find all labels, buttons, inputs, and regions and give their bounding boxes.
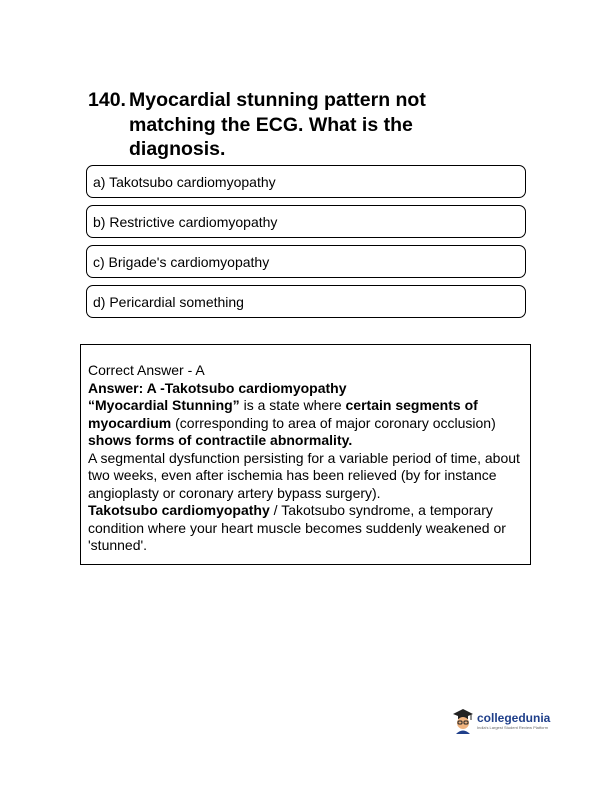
graduate-icon bbox=[452, 708, 474, 734]
option-c[interactable]: c) Brigade's cardiomyopathy bbox=[86, 245, 526, 278]
stunning-term: “Myocardial Stunning” bbox=[88, 397, 240, 413]
stunning-definition bbox=[88, 397, 522, 450]
stunning-text-1: is a state where bbox=[239, 397, 346, 413]
contractile-abnormality: shows forms of contractile abnormality. bbox=[88, 432, 353, 448]
question-heading bbox=[88, 88, 468, 162]
takotsubo-term: Takotsubo cardiomyopathy bbox=[88, 502, 270, 518]
answer-explanation-box bbox=[80, 344, 531, 565]
logo-tagline: India's Largest Student Review Platform bbox=[477, 725, 549, 730]
option-d[interactable]: d) Pericardial something bbox=[86, 285, 526, 318]
segmental-dysfunction-text: A segmental dysfunction persisting for a variable period of time, about two weeks, even after ischemia has been relieved (by for instance angioplasty or coronary artery bypass surgery). bbox=[88, 449, 520, 501]
option-b[interactable]: b) Restrictive cardiomyopathy bbox=[86, 205, 526, 238]
stunning-text-2: (corresponding to area of major coronary occlusion) bbox=[171, 414, 496, 431]
myocardium-segments: certain segments of myocardium bbox=[88, 397, 478, 431]
collegedunia-logo bbox=[452, 704, 552, 738]
options-list bbox=[86, 165, 526, 325]
question-number: 140. bbox=[88, 89, 126, 111]
logo-text bbox=[477, 712, 550, 730]
logo-name: collegedunia bbox=[477, 711, 551, 725]
correct-answer-line: Correct Answer - A bbox=[88, 362, 205, 378]
answer-heading: Answer: A -Takotsubo cardiomyopathy bbox=[88, 379, 347, 396]
option-a[interactable]: a) Takotsubo cardiomyopathy bbox=[86, 165, 526, 198]
takotsubo-text: / Takotsubo syndrome, a temporary condition where your heart muscle becomes suddenly weakened or 'stunned'. bbox=[88, 502, 506, 553]
takotsubo-description bbox=[88, 502, 522, 555]
question-text: Myocardial stunning pattern not matching the ECG. What is the diagnosis. bbox=[129, 89, 426, 160]
